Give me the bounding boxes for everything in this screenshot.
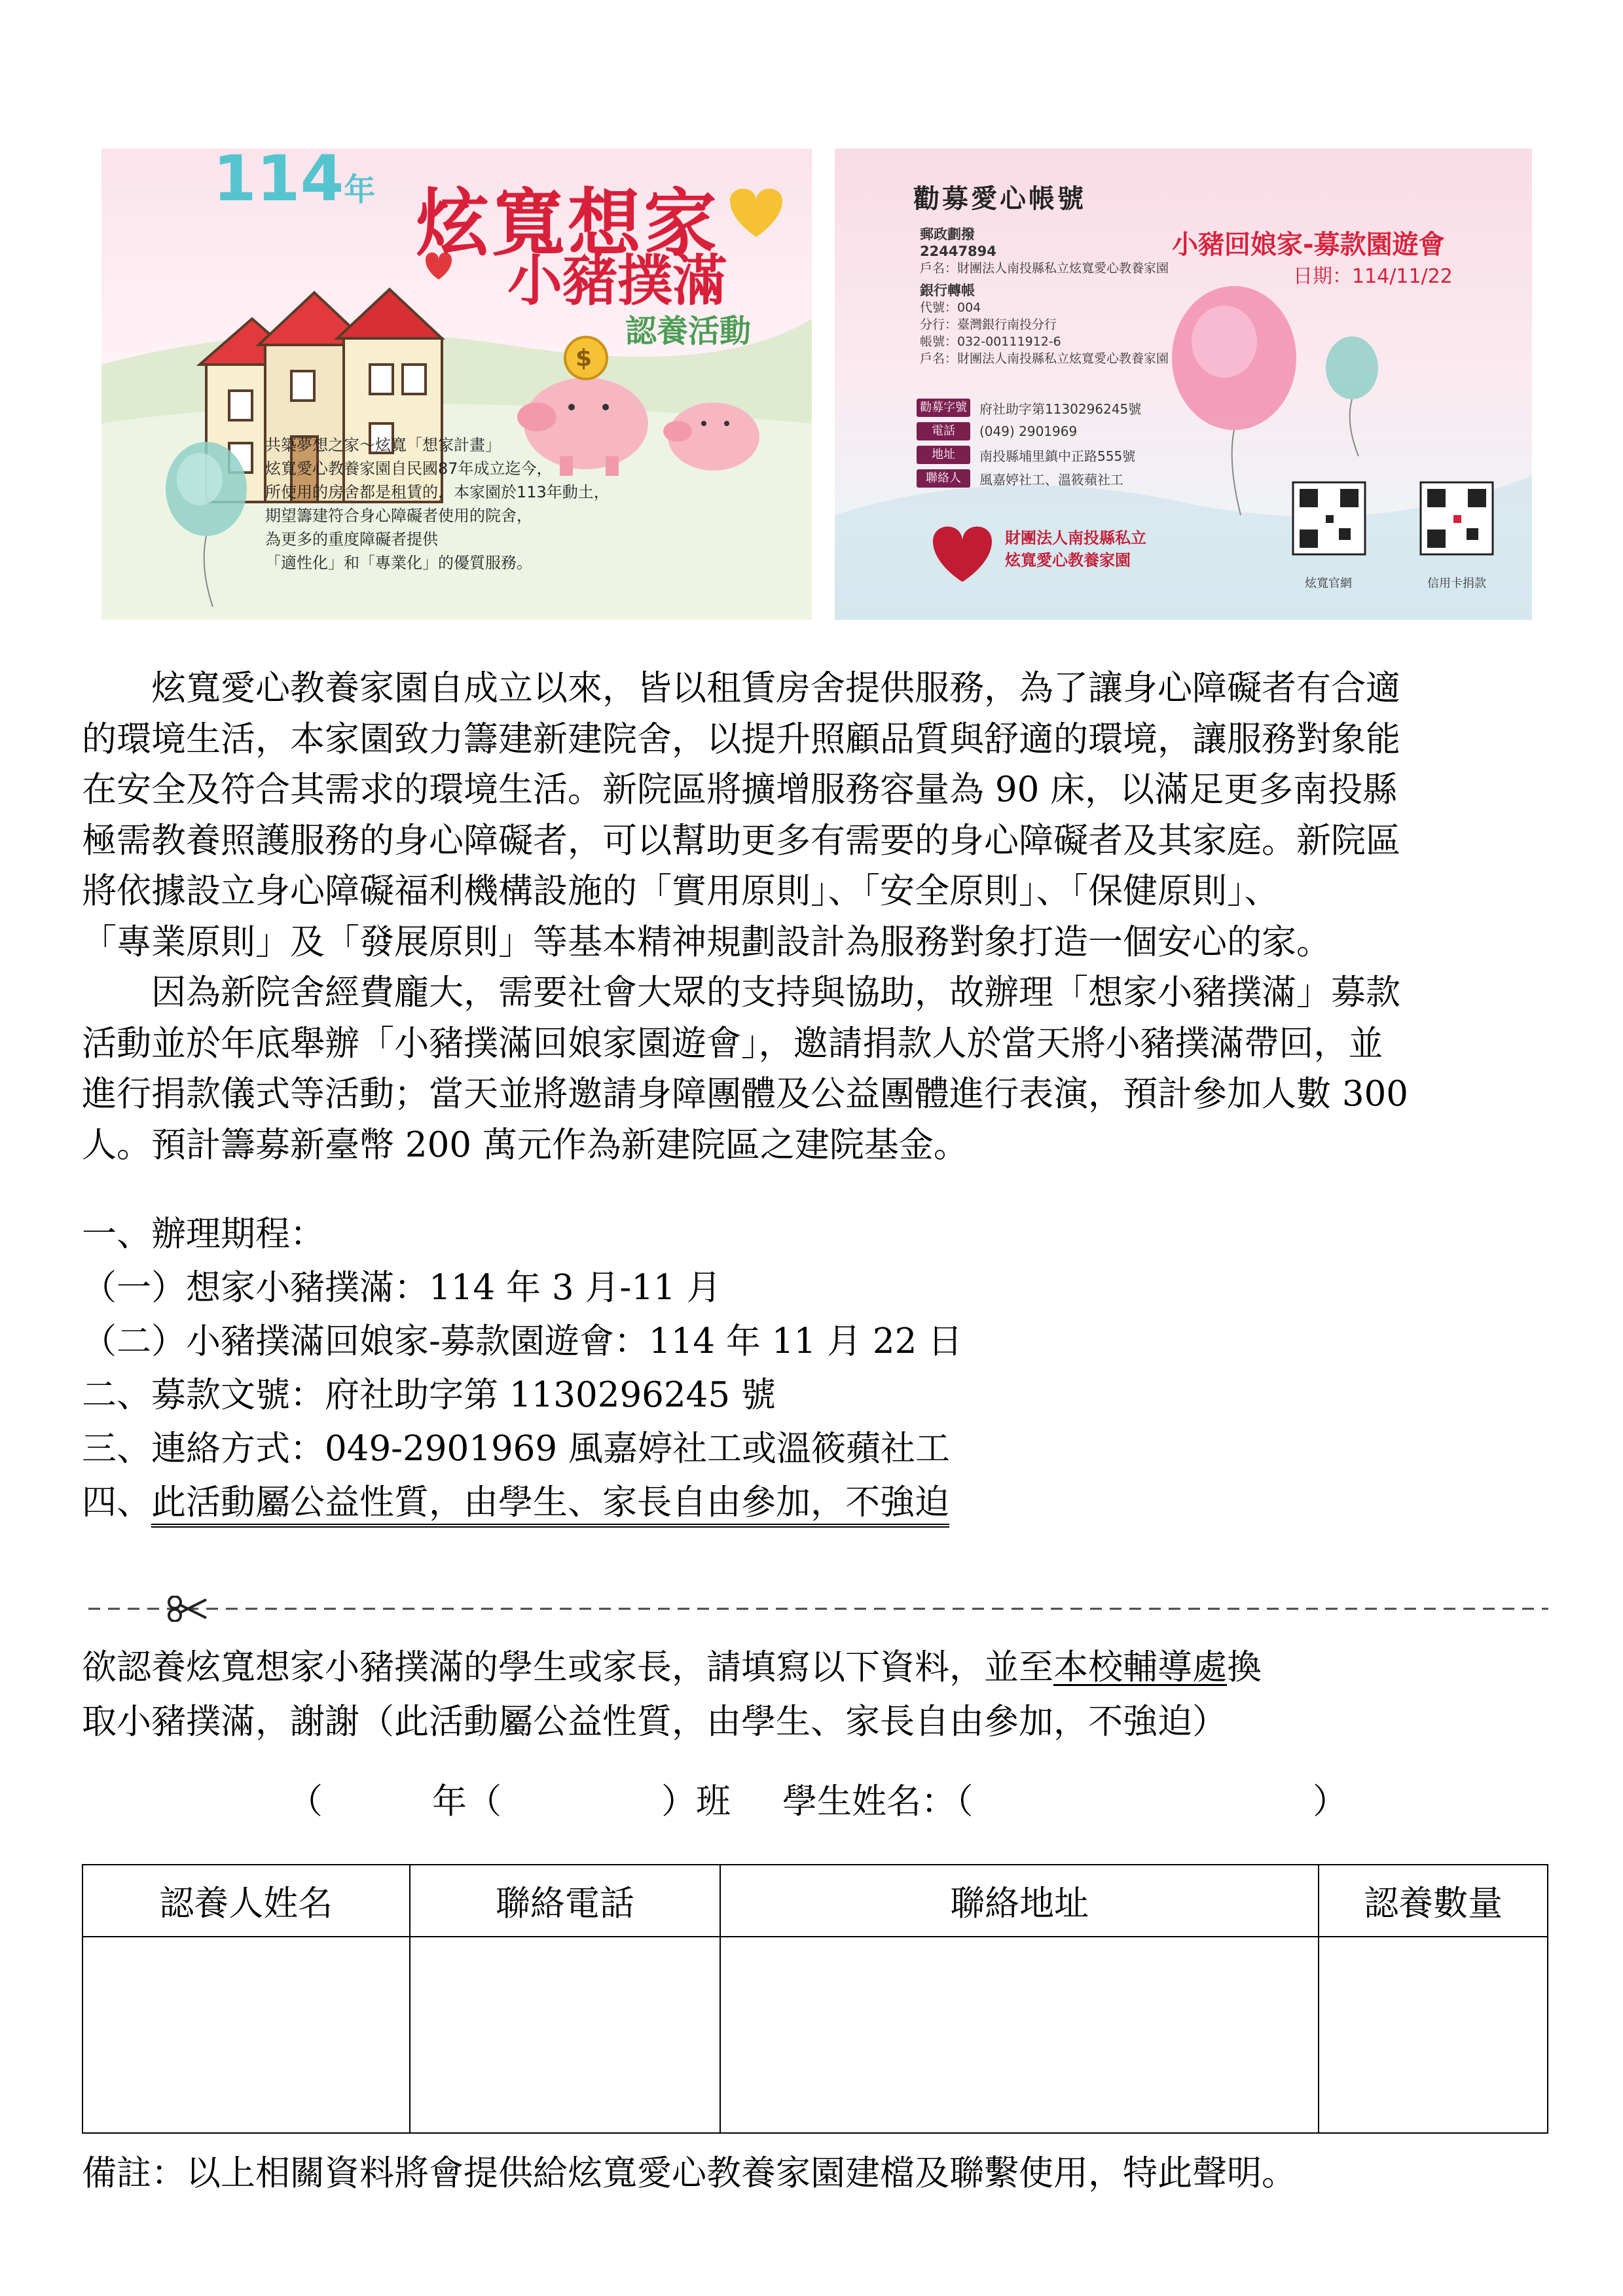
qr-code-icon (1421, 482, 1493, 554)
banner-donation-info (835, 149, 1532, 620)
grade-open-paren: （ (288, 1782, 323, 1821)
header-phone: 聯絡電話 (410, 1865, 721, 1937)
schedule-item-2: （二）小豬撲滿回娘家-募款園遊會：114 年 11 月 22 日 (82, 1321, 963, 1361)
adoption-form-table (82, 1864, 1548, 2134)
student-name-label: 學生姓名：（ (782, 1782, 974, 1821)
header-adopter-name: 認養人姓名 (82, 1865, 410, 1937)
org-name: 財團法人南投縣私立 炫寬愛心教養家園 (1005, 529, 1146, 569)
address-cell[interactable] (720, 1937, 1319, 2133)
banner-story: 共築夢想之家～炫寬「想家計畫」 炫寬愛心教養家園自民國87年成立迄今， 所使用的房舍都是租賃的，本家園於113年動土， 期望籌建符合身心障礙者使用的院舍， 為更多的重度障礙者提供 「適性化」和「專業化」的優質服務。 (265, 436, 610, 572)
heart-icon (730, 188, 782, 237)
banner-right-illustration (835, 149, 1532, 620)
event-date: 日期：114/11/22 (1293, 265, 1453, 288)
grade-label: 年（ (432, 1782, 501, 1821)
banner-title-sub: 小豬撲滿 (507, 249, 728, 313)
banner-adoption-event (101, 149, 812, 620)
qr-code-icon (1293, 482, 1365, 554)
adopter-name-cell[interactable] (82, 1937, 410, 2133)
class-field[interactable] (563, 1774, 661, 1820)
slip-instruction-line-1: 欲認養炫寬想家小豬撲滿的學生或家長，請填寫以下資料，並至本校輔導處換 (82, 1647, 1262, 1687)
contact-tags: 勸募字號 府社助字第1130296245號 電話 (049) 2901969 地址 南投縣埔里鎮中正路555號 聯絡人 風嘉婷社工、溫筱蘋社工 (917, 396, 1141, 490)
privacy-note: 備註：以上相關資料將會提供給炫寬愛心教養家園建檔及聯繫使用，特此聲明。 (82, 2153, 1296, 2193)
qr-website-label: 炫寬官網 (1305, 577, 1352, 590)
table-row (82, 1937, 1548, 2133)
header-address: 聯絡地址 (720, 1865, 1319, 1937)
account-details: 郵政劃撥 22447894 戶名：財團法人南投縣私立炫寬愛心教養家園 銀行轉帳 代號：004 分行：臺灣銀行南投分行 帳號：032-00111912-6 戶名：財團法人南投縣私立炫寬愛心教養家園 (920, 226, 1169, 366)
intro-paragraph-1: 炫寬愛心教養家園自成立以來，皆以租賃房舍提供服務，為了讓身心障礙者有合適 的環境生活，本家園致力籌建新建院舍，以提升照顧品質與舒適的環境，讓服務對象能 在安全及符合其需求的環境生活。新院區將擴增服務容量為 90 床，以滿足更多南投縣 極需教養照護服務的身心障礙者，可以幫助更多有需要的身心障礙者及其家庭。新院區 將依據設立身心障礙福利機構設施的「實用原則」、「安全原則」、「保健原則」、 「專業原則」及「發展原則」等基本精神規劃設計為服務對象打造一個安心的家。 (82, 668, 1400, 962)
account-title: 勸募愛心帳號 (913, 184, 1086, 214)
schedule-item-1: （一）想家小豬撲滿：114 年 3 月-11 月 (82, 1268, 721, 1308)
schedule-heading: 一、辦理期程： (82, 1214, 325, 1254)
banner-title-tag: 認養活動 (625, 313, 752, 350)
event-title: 小豬回娘家-募款園遊會 (1172, 230, 1445, 260)
cut-line (88, 1596, 1548, 1622)
student-name-close-paren: ） (1313, 1782, 1347, 1821)
table-header-row (82, 1865, 1548, 1937)
header-quantity: 認養數量 (1319, 1865, 1548, 1937)
coin-symbol: $ (575, 345, 593, 372)
balloon-illustration (1172, 286, 1378, 515)
quantity-cell[interactable] (1319, 1937, 1548, 2133)
student-name-field[interactable] (1002, 1774, 1309, 1820)
banner-title-main: 炫寬想家 (416, 181, 720, 266)
intro-paragraph-2: 因為新院舍經費龐大，需要社會大眾的支持與協助，故辦理「想家小豬撲滿」募款 活動並於年底舉辦「小豬撲滿回娘家園遊會」，邀請捐款人於當天將小豬撲滿帶回，並 進行捐款儀式等活動；當天並將邀請身障團體及公益團體進行表演，預計參加人數 300 人。預計籌募新臺幣 200 萬元作為新建院區之建院基金。 (82, 973, 1409, 1165)
voluntary-notice: 四、此活動屬公益性質，由學生、家長自由參加，不強迫 (82, 1475, 949, 1524)
class-label: ）班 (661, 1782, 731, 1821)
contact-info: 三、連絡方式：049-2901969 風嘉婷社工或溫筱蘋社工 (82, 1429, 950, 1469)
phone-cell[interactable] (410, 1937, 721, 2133)
scissors-icon (169, 1596, 206, 1621)
banner-year: 114年 (213, 149, 376, 215)
fundraising-permit: 二、募款文號：府社助字第 1130296245 號 (82, 1375, 776, 1415)
qr-credit-label: 信用卡捐款 (1427, 577, 1486, 590)
slip-instruction-line-2: 取小豬撲滿，謝謝（此活動屬公益性質，由學生、家長自由參加，不強迫） (82, 1702, 1227, 1742)
